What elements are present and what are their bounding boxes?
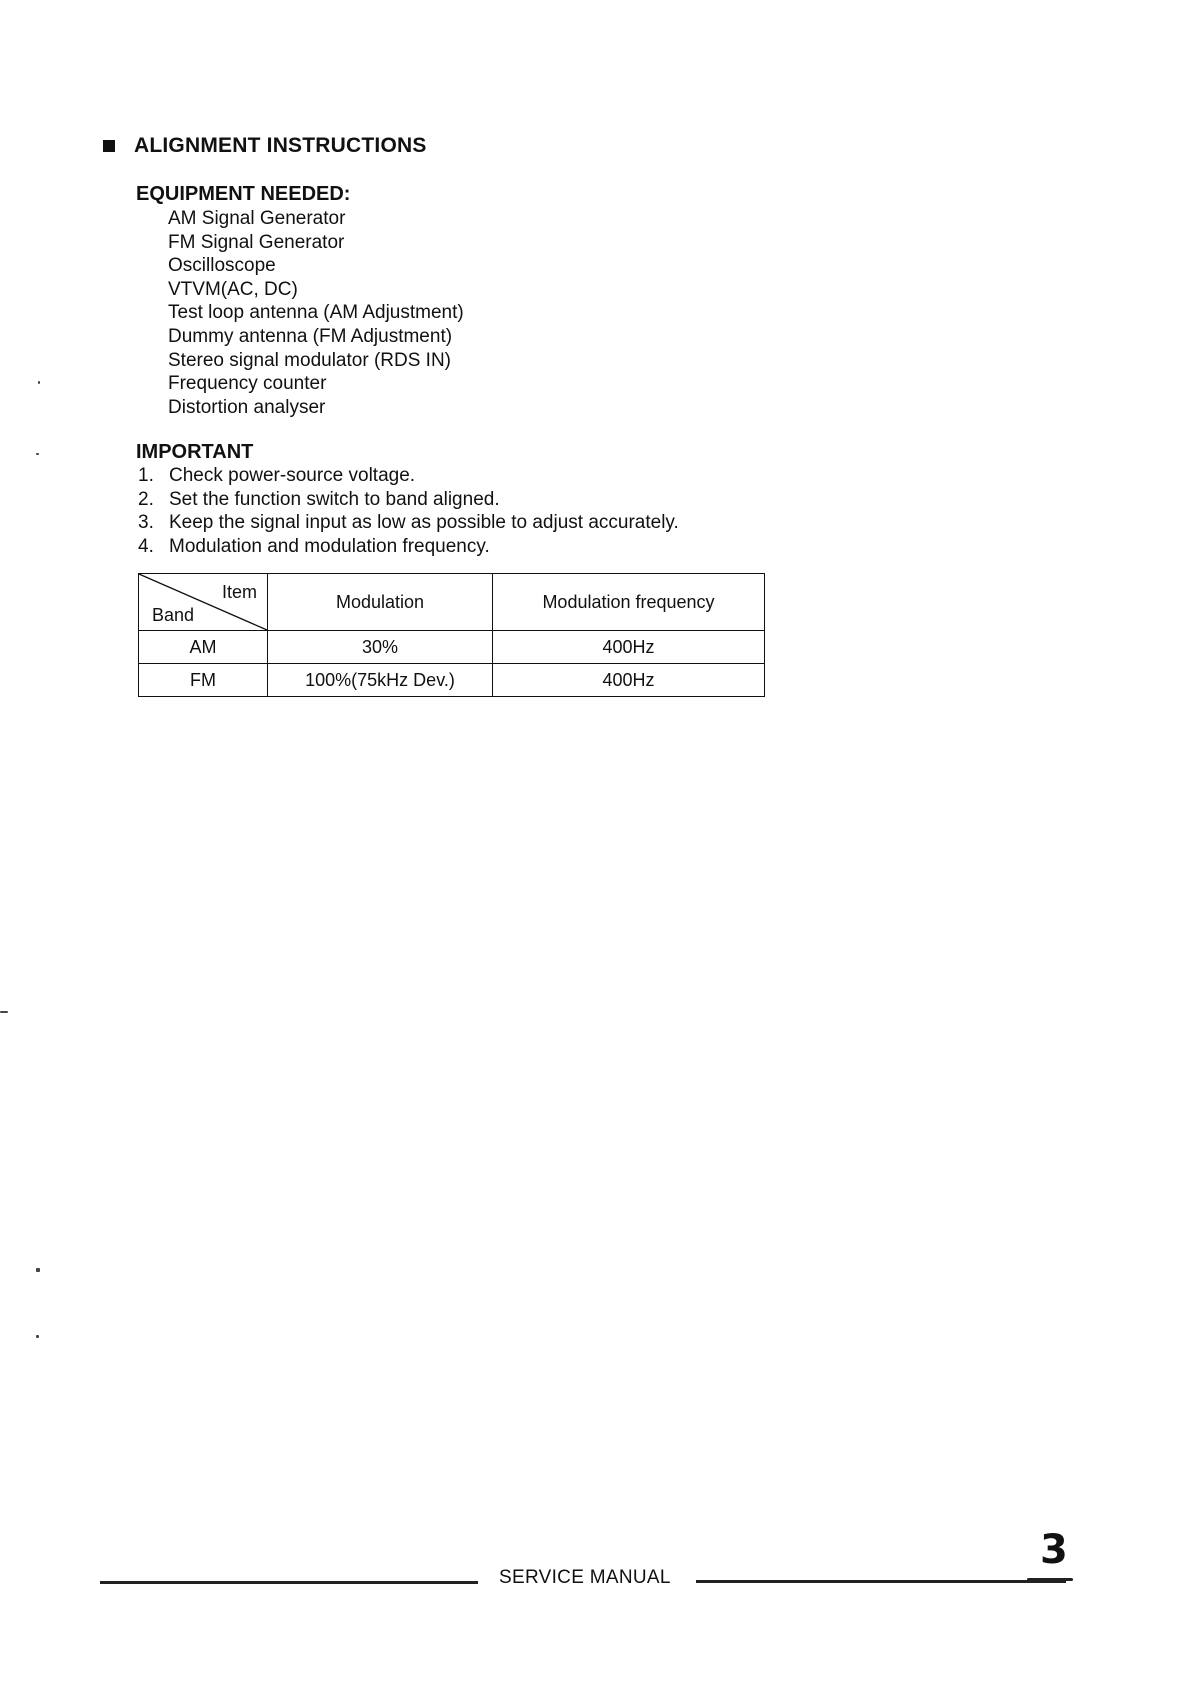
scan-speck <box>36 453 39 455</box>
important-item-text: Check power-source voltage. <box>169 465 416 486</box>
scan-speck <box>0 1011 8 1013</box>
section-title <box>103 134 427 158</box>
footer-text: SERVICE MANUAL <box>499 1567 671 1588</box>
equipment-item: Oscilloscope <box>168 255 276 277</box>
table-row <box>139 664 765 697</box>
table-cell-modulation: 30% <box>268 631 493 664</box>
equipment-item: Distortion analyser <box>168 396 326 418</box>
important-list <box>138 464 679 558</box>
important-item-number: 4. <box>138 535 154 557</box>
equipment-item: Dummy antenna (FM Adjustment) <box>168 325 453 347</box>
scan-speck <box>36 1335 39 1338</box>
important-item <box>138 488 679 512</box>
important-item-number: 2. <box>138 488 154 510</box>
footer-rule-left <box>100 1581 478 1584</box>
table-cell-frequency: 400Hz <box>493 631 765 664</box>
table-cell-modulation: 100%(75kHz Dev.) <box>268 664 493 697</box>
important-item-number: 3. <box>138 512 154 534</box>
table-corner-cell <box>139 574 268 631</box>
important-item-number: 1. <box>138 465 154 486</box>
footer-rule-right <box>696 1580 1066 1583</box>
important-item <box>138 511 679 535</box>
important-item-text: Keep the signal input as low as possible to adjust accurately. <box>169 512 679 534</box>
equipment-item: Frequency counter <box>168 373 327 395</box>
page-number-underline <box>1027 1578 1073 1581</box>
important-item-text: Modulation and modulation frequency. <box>169 535 490 557</box>
table-cell-frequency: 400Hz <box>493 664 765 697</box>
important-item-text: Set the function switch to band aligned. <box>169 488 500 510</box>
important-heading: IMPORTANT <box>136 441 254 463</box>
table-header-cell: Modulation frequency <box>493 574 765 631</box>
equipment-list <box>168 207 464 419</box>
scan-speck <box>38 381 40 384</box>
equipment-item: FM Signal Generator <box>168 231 345 253</box>
equipment-heading: EQUIPMENT NEEDED: <box>136 183 351 205</box>
footer <box>100 1555 1070 1595</box>
important-item <box>138 464 679 488</box>
table-cell-band: AM <box>139 631 268 664</box>
equipment-item: Stereo signal modulator (RDS IN) <box>168 349 451 371</box>
modulation-table <box>138 573 765 697</box>
scan-speck <box>36 1268 40 1272</box>
corner-band-label: Band <box>152 605 195 625</box>
page-number: 3 <box>1040 1527 1068 1573</box>
table-cell-band: FM <box>139 664 268 697</box>
corner-item-label: Item <box>221 582 257 602</box>
equipment-item: VTVM(AC, DC) <box>168 278 298 300</box>
section-title-text: ALIGNMENT INSTRUCTIONS <box>134 134 427 157</box>
equipment-item: AM Signal Generator <box>168 208 346 229</box>
equipment-item: Test loop antenna (AM Adjustment) <box>168 302 464 324</box>
important-item <box>138 535 679 559</box>
table-header-cell: Modulation <box>268 574 493 631</box>
square-bullet-icon <box>103 140 115 152</box>
table-header-row <box>139 574 765 631</box>
table-row <box>139 631 765 664</box>
